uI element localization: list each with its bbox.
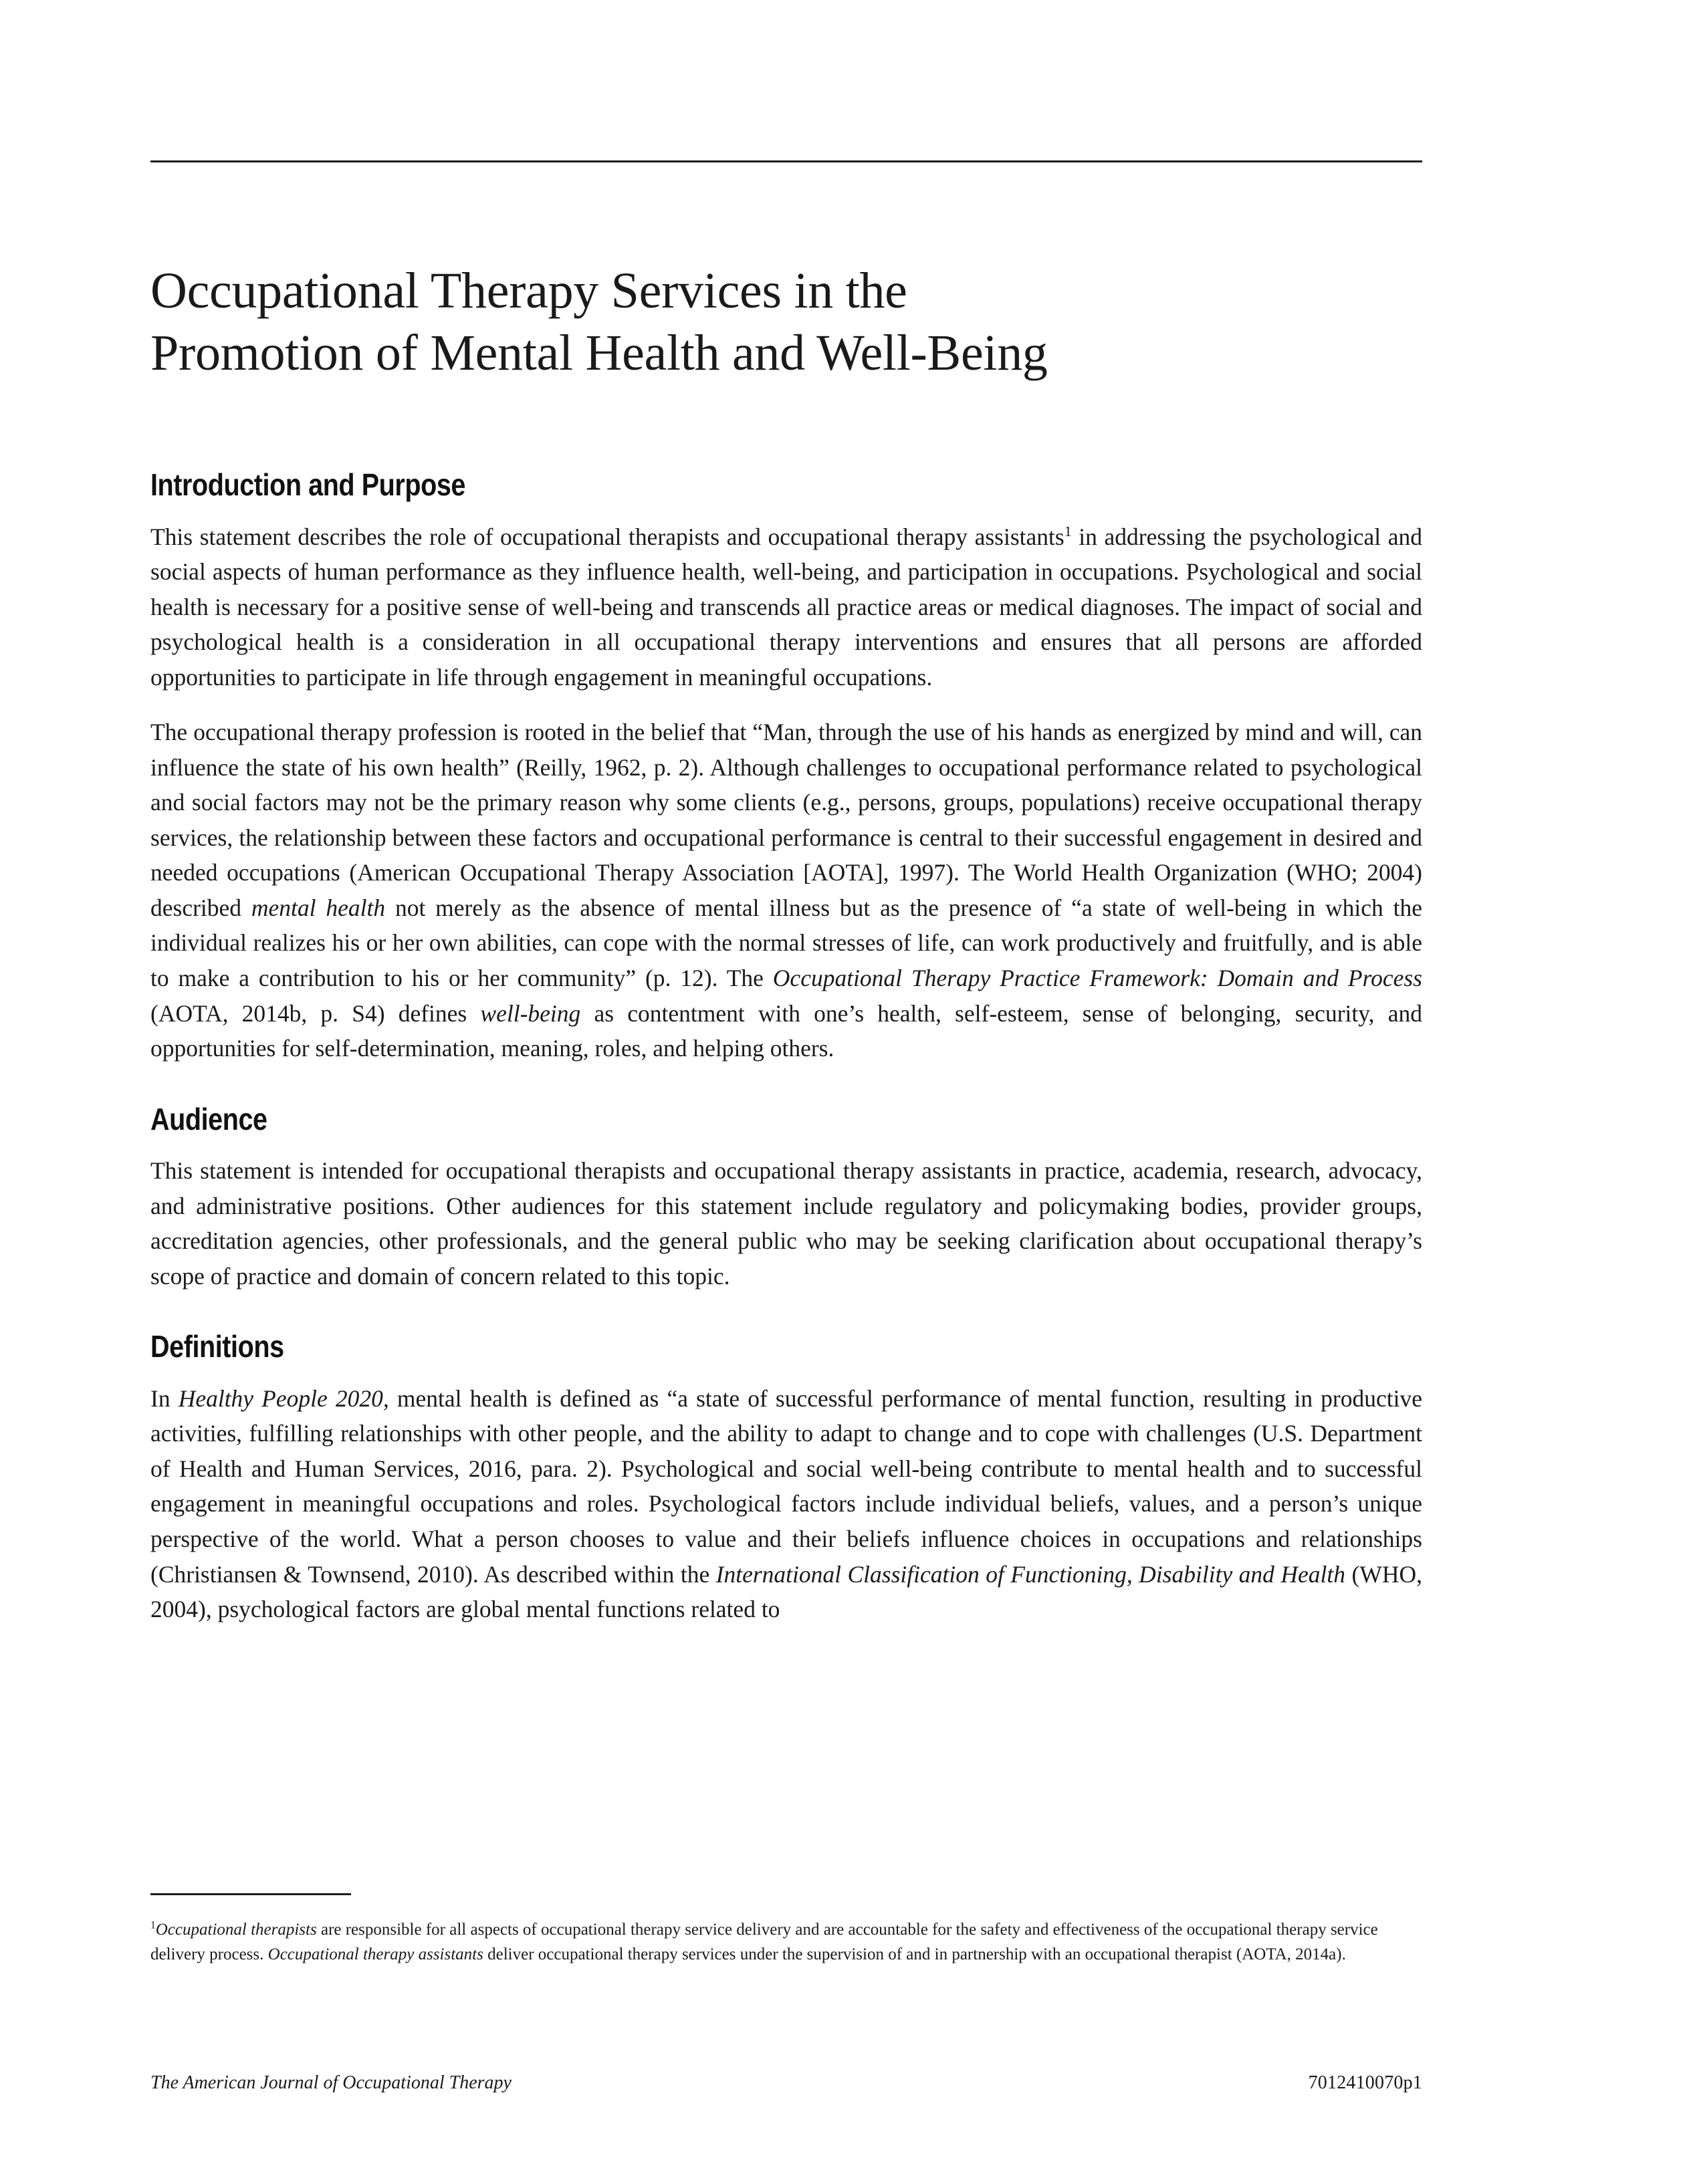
footnote-number: 1 bbox=[150, 1919, 156, 1931]
paragraph-text: mental health is defined as “a state of successful performance of mental function, resulting in productive activities, fulfilling relationships with other people, and the ability to adapt to change and to cope with challenges (U.S. Department of Health and Human Services, 2016, para. 2). Psychological and social well-being contribute to mental health and to successful engagement in meaningful occupations and roles. Psychological factors include individual beliefs, values, and a person’s unique perspective of the world. What a person chooses to value and their beliefs influence choices in occupations and relationships (Christiansen & Townsend, 2010). As described within the bbox=[150, 1384, 1422, 1588]
footnote-separator-rule bbox=[150, 1893, 351, 1895]
footnote-reference-marker[interactable]: 1 bbox=[1064, 522, 1072, 539]
page-title-line-2: Promotion of Mental Health and Well-Being bbox=[150, 324, 1048, 381]
paragraph-text: (WHO, 2004), psychological factors are global mental functions related to bbox=[150, 1560, 1422, 1623]
italic-term-well-being: well-being bbox=[480, 999, 581, 1027]
footer-journal-name: The American Journal of Occupational Therapy bbox=[150, 2072, 512, 2093]
footnote-area bbox=[150, 1893, 1422, 1967]
paragraph-text: The occupational therapy profession is rooted in the belief that “Man, through the use of his hands as energized by mind and will, can influence the state of his own health” (Reilly, 1962, p. 2). Although challenges to occupational performance related to psychological and social factors may not be the primary reason why some clients (e.g., persons, groups, populations) receive occupational therapy services, the relationship between these factors and occupational performance is central to their successful engagement in desired and needed occupations (American Occupational Therapy Association [AOTA], 1997). The World Health Organization (WHO; 2004) described bbox=[150, 719, 1422, 921]
section-heading-audience: Audience bbox=[150, 1101, 267, 1136]
footnote-text-segment: are responsible for all aspects of occupational therapy service delivery and are accountable for the safety and effectiveness of the occupational therapy service delivery process. bbox=[150, 1921, 1378, 1963]
paragraph-text: (AOTA, 2014b, p. S4) defines bbox=[150, 999, 481, 1027]
section-heading-introduction: Introduction and Purpose bbox=[150, 467, 465, 502]
italic-title-practice-framework: Occupational Therapy Practice Framework: Domain and Process bbox=[772, 964, 1422, 991]
paragraph-introduction-2 bbox=[150, 715, 1422, 1066]
paragraph-audience-1 bbox=[150, 1153, 1422, 1294]
italic-title-healthy-people-2020: Healthy People 2020, bbox=[178, 1384, 389, 1412]
paragraph-text: not merely as the absence of mental illness but as the presence of “a state of well-being in which the individual realizes his or her own abilities, can cope with the normal stresses of life, can work productively and fruitfully, and is able to make a contribution to his or her community” (p. 12). The bbox=[150, 894, 1422, 991]
paragraph-text: as contentment with one’s health, self-esteem, sense of belonging, security, and opportunities for self-determination, meaning, roles, and helping others. bbox=[150, 999, 1422, 1062]
paragraph-introduction-1 bbox=[150, 519, 1422, 695]
italic-term-mental-health: mental health bbox=[251, 894, 386, 921]
paragraph-text: This statement is intended for occupational therapists and occupational therapy assistants in practice, academia, research, advocacy, and administrative positions. Other audiences for this statement include regulatory and policymaking bodies, provider groups, accreditation agencies, other professionals, and the general public who may be seeking clarification about occupational therapy’s scope of practice and domain of concern related to this topic. bbox=[150, 1157, 1422, 1290]
paragraph-definitions-1 bbox=[150, 1381, 1422, 1627]
section-heading-definitions: Definitions bbox=[150, 1329, 284, 1364]
italic-term-occupational-therapy-assistants: Occupational therapy assistants bbox=[267, 1945, 483, 1963]
paragraph-text: This statement describes the role of occupational therapists and occupational therapy assistants bbox=[150, 523, 1064, 550]
paragraph-text: In bbox=[150, 1384, 179, 1412]
paragraph-text: in addressing the psychological and social aspects of human performance as they influence health, well-being, and participation in occupations. Psychological and social health is necessary for a positive sense of well-being and transcends all practice areas or medical diagnoses. The impact of social and psychological health is a consideration in all occupational therapy interventions and ensures that all persons are afforded opportunities to participate in life through engagement in meaningful occupations. bbox=[150, 523, 1422, 691]
footnote-text-segment: deliver occupational therapy services under the supervision of and in partnership with an occupational therapist (AOTA, 2014a). bbox=[483, 1945, 1346, 1963]
article-body bbox=[150, 468, 1422, 1627]
page-title bbox=[150, 260, 1394, 384]
italic-title-icf: International Classification of Functioning, Disability and Health bbox=[715, 1560, 1346, 1588]
footnote-1 bbox=[150, 1918, 1422, 1967]
italic-term-occupational-therapists: Occupational therapists bbox=[155, 1921, 317, 1939]
footer-page-identifier: 7012410070p1 bbox=[1308, 2072, 1422, 2093]
page-footer bbox=[150, 2072, 1422, 2094]
header-rule bbox=[150, 160, 1422, 162]
page-title-line-1: Occupational Therapy Services in the bbox=[150, 262, 907, 319]
